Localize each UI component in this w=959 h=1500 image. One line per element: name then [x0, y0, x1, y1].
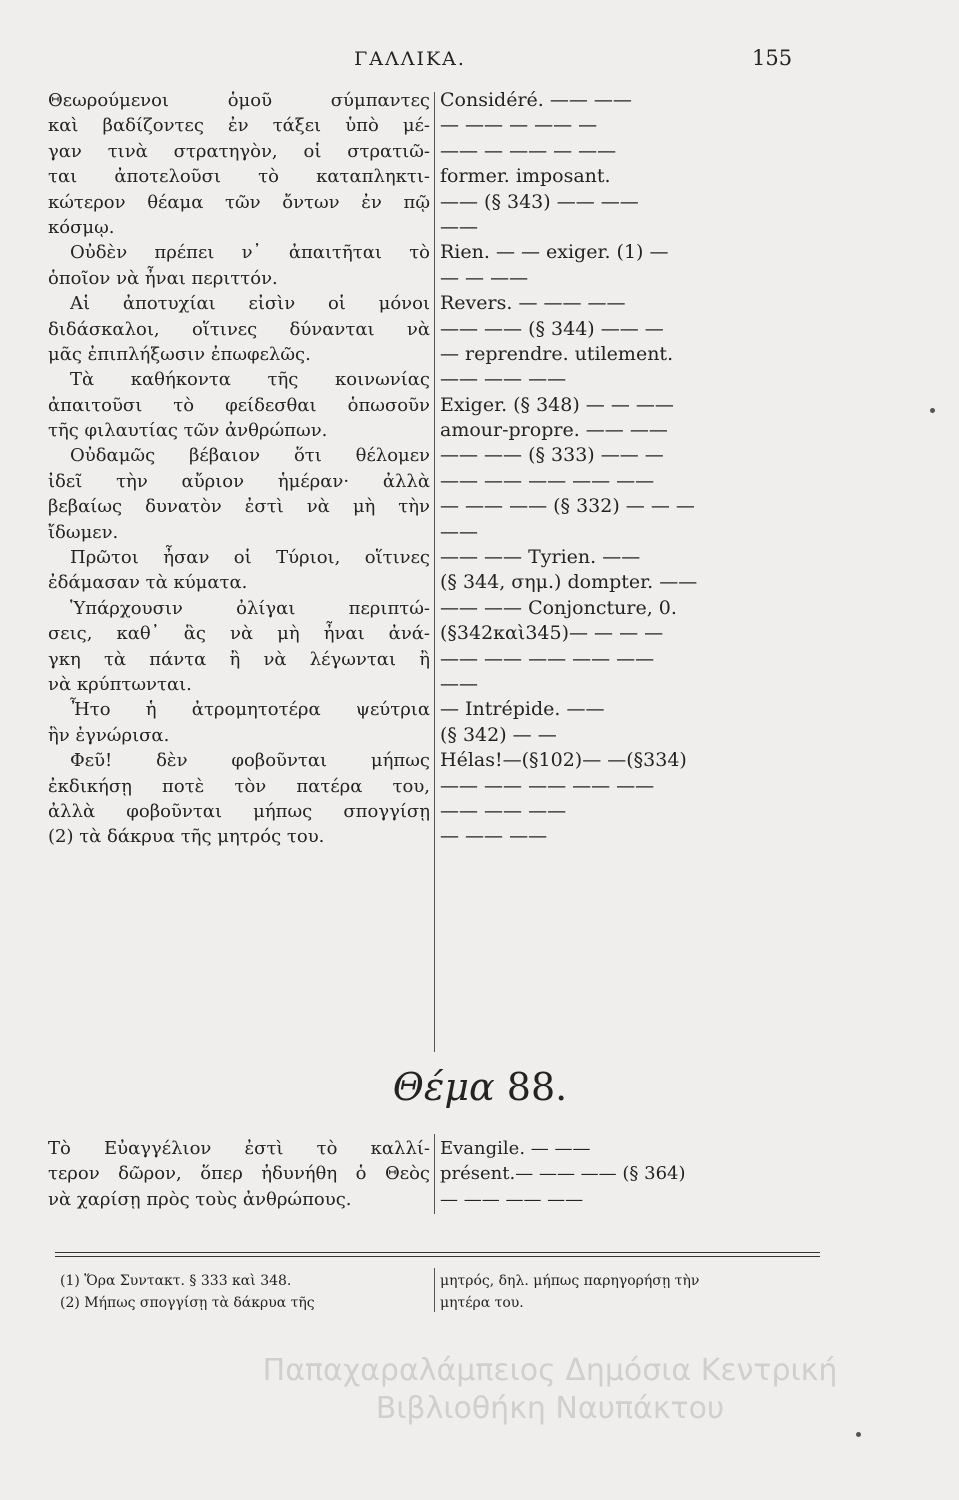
- text-line: ——: [440, 520, 478, 543]
- text-line: (§ 344, σημ.) dompter. ——: [440, 571, 698, 594]
- footnote-continuation-2: μητέρα του.: [440, 1295, 524, 1311]
- footnote-divider: [434, 1268, 435, 1312]
- footnote-continuation-1: μητρός, δηλ. μήπως παρηγορήσῃ τὴν: [440, 1273, 700, 1289]
- text-line: Τὸ Εὐαγγέλιον ἐστὶ τὸ καλλί-: [48, 1138, 430, 1159]
- text-line: Οὐδαμῶς βέβαιον ὅτι θέλομεν: [70, 445, 430, 467]
- text-line: Ἦτο ἡ ἀτρομητοτέρα ψεύτρια: [70, 699, 430, 721]
- text-line: ——: [440, 672, 478, 695]
- text-line: Exiger. (§ 348) — — ——: [440, 393, 674, 416]
- text-line: (2) τὰ δάκρυα τῆς μητρός του.: [48, 826, 325, 848]
- paper-speck: [930, 408, 935, 413]
- theme-number: 88.: [506, 1065, 568, 1109]
- text-line: Οὐδὲν πρέπει ν᾽ ἀπαιτῆται τὸ: [70, 242, 430, 264]
- text-line: ——: [440, 215, 478, 238]
- text-line: Πρῶτοι ἦσαν οἱ Τύριοι, οἵτινες: [70, 547, 430, 569]
- text-line: τερον δῶρον, ὅπερ ἠδυνήθη ὁ Θεὸς: [48, 1163, 430, 1185]
- text-line: νὰ χαρίσῃ πρὸς τοὺς ἀνθρώπους.: [48, 1188, 352, 1210]
- column-divider: [434, 92, 435, 1052]
- library-watermark: [150, 1352, 950, 1428]
- text-line: γκη τὰ πάντα ἢ νὰ λέγωνται ἢ: [48, 648, 430, 670]
- text-line: amour-propre. —— ——: [440, 419, 668, 442]
- text-line: — —— — —— —: [440, 114, 598, 137]
- text-line: —— —— Conjoncture, 0.: [440, 596, 677, 619]
- watermark-line-1: Παπαχαραλάμπειος Δημόσια Κεντρική: [262, 1353, 838, 1388]
- text-line: βεβαίως δυνατὸν ἐστὶ νὰ μὴ τὴν: [48, 496, 430, 518]
- running-header-title: ΓΑΛΛΙΚΑ.: [354, 48, 466, 70]
- footnote-rule: [55, 1252, 820, 1253]
- text-line: Τὰ καθήκοντα τῆς κοινωνίας: [70, 369, 430, 391]
- text-line: —— —— —— —— ——: [440, 774, 655, 797]
- text-line: ται ἀποτελοῦσι τὸ καταπληκτι-: [48, 166, 430, 188]
- text-line: —— — —— — ——: [440, 139, 617, 162]
- text-line: Φεῦ! δὲν φοβοῦνται μήπως: [70, 750, 430, 772]
- text-line: καὶ βαδίζοντες ἐν τάξει ὑπὸ μέ-: [48, 115, 430, 137]
- text-line: —— —— ——: [440, 799, 567, 822]
- text-line: — —— —— ——: [440, 1188, 584, 1210]
- text-line: μᾶς ἐπιπλήξωσιν ἐπωφελῶς.: [48, 343, 311, 365]
- text-line: — —— —— (§ 332) — — —: [440, 495, 695, 518]
- text-line: Αἱ ἀποτυχίαι εἰσὶν οἱ μόνοι: [70, 293, 430, 315]
- text-line: —— —— —— —— ——: [440, 469, 655, 492]
- paper-speck: [856, 1432, 861, 1437]
- text-line: Hélas!—(§102)— —(§334): [440, 749, 687, 772]
- text-line: γαν τινὰ στρατηγὸν, οἱ στρατιῶ-: [48, 140, 430, 162]
- text-line: — — ——: [440, 266, 529, 289]
- footnote-rule-thin: [55, 1256, 820, 1257]
- text-line: τῆς φιλαυτίας τῶν ἀνθρώπων.: [48, 420, 328, 442]
- french-vocabulary-column: [440, 88, 820, 850]
- footnote-2: (2) Μήπως σπογγίσῃ τὰ δάκρυα τῆς: [60, 1295, 315, 1311]
- theme-heading: [300, 1065, 660, 1109]
- text-line: νὰ κρύπτωνται.: [48, 673, 192, 695]
- french-vocabulary-column-2: [440, 1136, 820, 1212]
- text-line: former. imposant.: [440, 165, 611, 188]
- text-line: ἐδάμασαν τὰ κύματα.: [48, 572, 248, 594]
- text-line: (§ 342) — —: [440, 723, 557, 746]
- text-line: διδάσκαλοι, οἵτινες δύνανται νὰ: [48, 318, 430, 340]
- text-line: Rien. — — exiger. (1) —: [440, 241, 669, 264]
- text-line: ἣν ἐγνώρισα.: [48, 724, 170, 746]
- text-line: σεις, καθ᾽ ἃς νὰ μὴ ἦναι ἀνά-: [48, 623, 430, 645]
- text-line: ἴδωμεν.: [48, 521, 119, 543]
- text-line: κόσμῳ.: [48, 216, 115, 238]
- text-line: Ὑπάρχουσιν ὀλίγαι περιπτώ-: [70, 597, 430, 619]
- theme-word: Θέμα: [392, 1065, 495, 1109]
- text-line: Revers. — —— ——: [440, 292, 626, 315]
- text-line: κώτερον θέαμα τῶν ὄντων ἐν πῷ: [48, 191, 430, 213]
- text-line: Considéré. —— ——: [440, 89, 632, 111]
- text-line: Evangile. — ——: [440, 1138, 591, 1159]
- text-line: —— —— Tyrien. ——: [440, 546, 641, 569]
- text-line: —— (§ 343) —— ——: [440, 190, 639, 213]
- footnotes-right: [440, 1270, 820, 1314]
- text-line: ὁποῖον νὰ ἦναι περιττόν.: [48, 267, 278, 289]
- text-line: —— —— (§ 344) —— —: [440, 317, 664, 340]
- text-line: ἐκδικήσῃ ποτὲ τὸν πατέρα του,: [48, 775, 430, 797]
- text-line: (§342καὶ345)— — — —: [440, 622, 664, 645]
- footnotes-left: [60, 1270, 430, 1314]
- text-line: ἰδεῖ τὴν αὔριον ἡμέραν· ἀλλὰ: [48, 470, 430, 492]
- text-line: —— —— —— —— ——: [440, 647, 655, 670]
- text-line: ἀλλὰ φοβοῦνται μήπως σπογγίσῃ: [48, 800, 430, 822]
- text-line: ἀπαιτοῦσι τὸ φείδεσθαι ὁπωσοῦν: [48, 394, 430, 416]
- column-divider-2: [434, 1134, 435, 1214]
- text-line: — Intrépide. ——: [440, 698, 605, 721]
- text-line: — reprendre. utilement.: [440, 342, 674, 365]
- greek-exercise-column-2: [48, 1136, 430, 1212]
- watermark-line-2: Βιβλιοθήκη Ναυπάκτου: [375, 1391, 725, 1426]
- text-line: — —— ——: [440, 825, 548, 848]
- footnote-1: (1) Ὅρα Συντακτ. § 333 καὶ 348.: [60, 1273, 292, 1289]
- page-number: 155: [752, 46, 793, 70]
- greek-exercise-column: [48, 88, 430, 850]
- text-line: —— —— (§ 333) —— —: [440, 444, 664, 467]
- text-line: Θεωρούμενοι ὁμοῦ σύμπαντες: [48, 90, 430, 111]
- text-line: présent.— —— —— (§ 364): [440, 1163, 686, 1185]
- text-line: —— —— ——: [440, 368, 567, 391]
